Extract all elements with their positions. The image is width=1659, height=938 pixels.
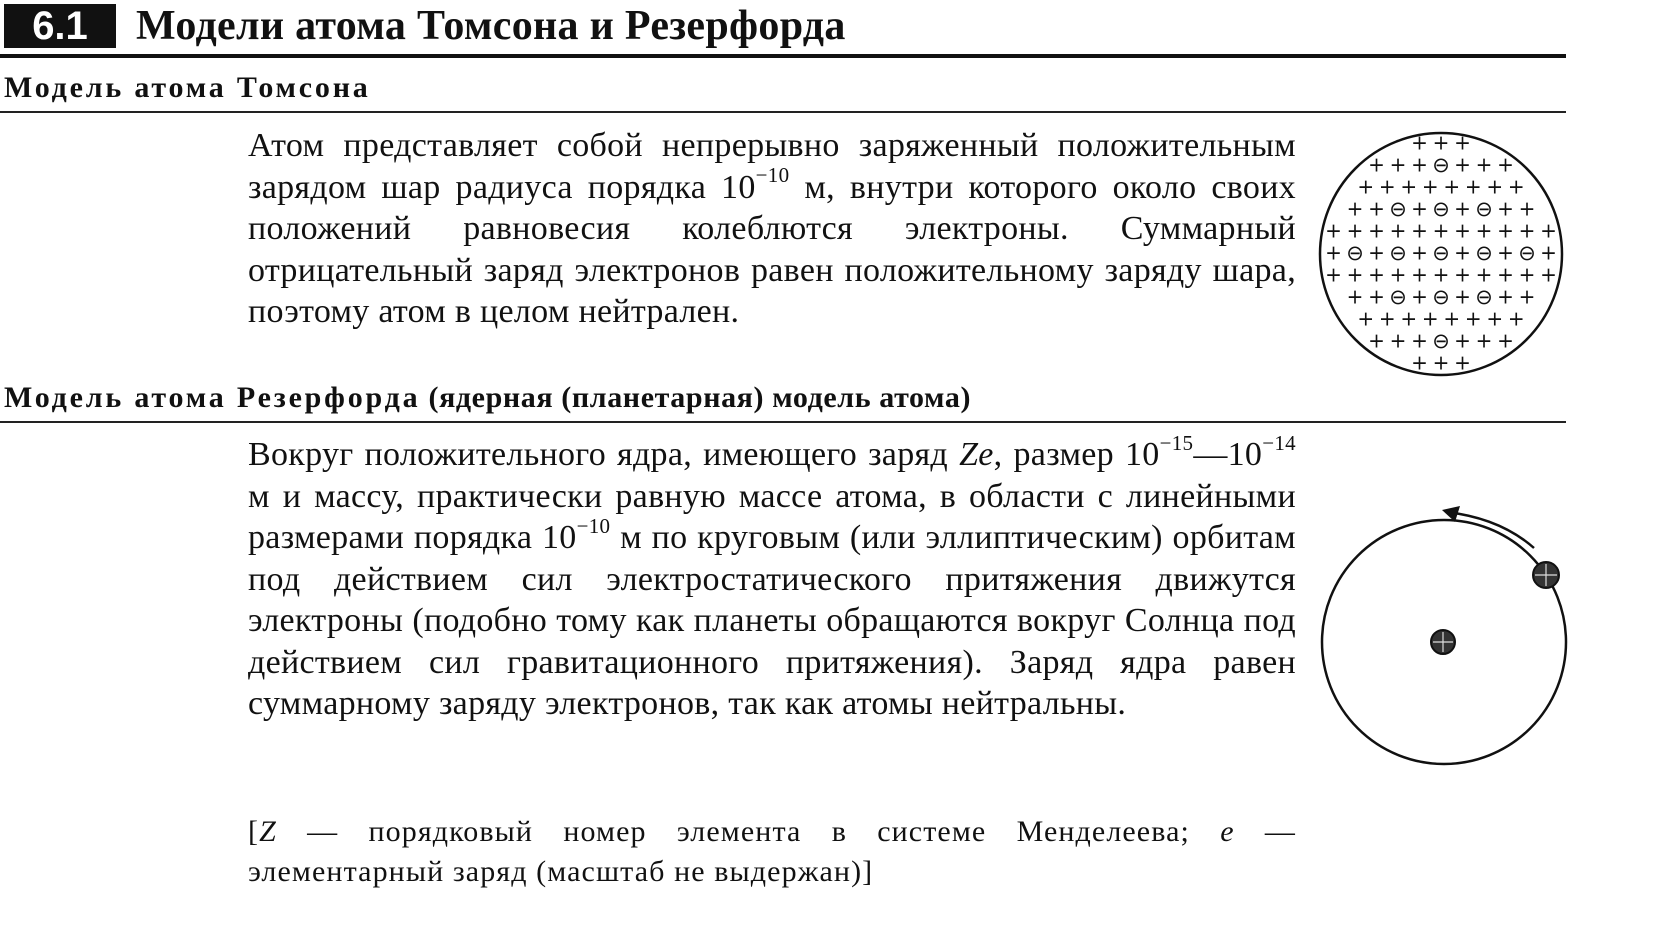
positive-charge: + xyxy=(1411,350,1428,375)
page-title: Модели атома Томсона и Резерфорда xyxy=(136,3,846,49)
positive-charge: + xyxy=(1475,328,1493,353)
positive-charge: + xyxy=(1357,174,1375,199)
positive-charge: + xyxy=(1432,218,1450,243)
nucleus xyxy=(1431,630,1455,654)
positive-charge: + xyxy=(1389,152,1407,177)
electron-symbol: ⊖ xyxy=(1432,285,1450,309)
positive-charge: + xyxy=(1454,350,1471,375)
electron-symbol: ⊖ xyxy=(1432,241,1450,265)
positive-charge: + xyxy=(1497,196,1514,221)
positive-charge: + xyxy=(1325,218,1342,243)
electron-symbol: ⊖ xyxy=(1389,285,1407,309)
electron-symbol: ⊖ xyxy=(1389,241,1407,265)
positive-charge: + xyxy=(1454,130,1471,155)
positive-charge: + xyxy=(1346,218,1364,243)
positive-charge: + xyxy=(1421,174,1439,199)
electron-symbol: ⊖ xyxy=(1475,285,1493,309)
exponent: −14 xyxy=(1262,430,1296,455)
rutherford-atom-figure xyxy=(1310,500,1572,775)
positive-charge: + xyxy=(1464,174,1482,199)
positive-charge: + xyxy=(1357,306,1375,331)
positive-charge: + xyxy=(1421,306,1439,331)
positive-charge: + xyxy=(1325,262,1342,287)
positive-charge: + xyxy=(1432,350,1450,375)
positive-charge: + xyxy=(1346,262,1364,287)
positive-charge: + xyxy=(1368,240,1385,265)
positive-charge: + xyxy=(1411,152,1428,177)
exponent: −15 xyxy=(1159,430,1194,455)
positive-charge: + xyxy=(1507,174,1525,199)
thomson-heading: Модель атома Томсона xyxy=(4,71,371,104)
rutherford-note: [Z — порядковый номер элемента в системе Менделеева; e — элементарный заряд (масштаб не выдержан)] xyxy=(248,815,1296,888)
positive-charge: + xyxy=(1497,240,1514,265)
positive-charge: + xyxy=(1411,130,1428,155)
positive-charge: + xyxy=(1411,262,1428,287)
positive-charge: + xyxy=(1497,262,1514,287)
rutherford-heading: Модель атома Резерфорда (ядерная (планетарная) модель атома) xyxy=(4,381,972,414)
rutherford-paragraph: Вокруг положительного ядра, имеющего заряд Ze, размер $10^{-15}—10^{-14}$ м и массу, практически равную массе атома, в области с линейными размерами порядка $10^{-10}$ м по круговым (или эллиптическим) орбитам под действием сил электростатического притяжения движутся электроны (подобно тому как планеты обращаются вокруг Солнца под действием сил гравитационного притяжения). Заряд ядра равен суммарному заряду электронов, так как атомы нейтральны. xyxy=(248,430,1296,722)
electron-symbol: ⊖ xyxy=(1432,153,1450,177)
section-number-badge: 6.1 xyxy=(4,4,116,48)
electron-symbol: ⊖ xyxy=(1475,197,1493,221)
positive-charge: + xyxy=(1400,306,1418,331)
positive-charge: + xyxy=(1540,218,1557,243)
positive-charge: + xyxy=(1464,306,1482,331)
thomson-paragraph: Атом представляет собой непрерывно заряженный положительным зарядом шар радиуса порядка $10^{-10}$ м, внутри которого около своих положений равновесия колеблются электроны. Суммарный отрицательный заряд электронов равен положительному заряду шара, поэтому атом в целом нейтрален. xyxy=(248,127,1296,330)
header-rule xyxy=(0,54,1566,58)
positive-charge: + xyxy=(1540,262,1557,287)
exponent: −10 xyxy=(576,513,611,538)
positive-charge: + xyxy=(1368,328,1385,353)
positive-charge: + xyxy=(1368,262,1385,287)
positive-charge: + xyxy=(1475,218,1493,243)
positive-charge: + xyxy=(1454,218,1471,243)
positive-charge: + xyxy=(1518,284,1536,309)
positive-charge: + xyxy=(1400,174,1418,199)
electron xyxy=(1533,562,1559,588)
electron-symbol: ⊖ xyxy=(1389,197,1407,221)
electron-symbol: ⊖ xyxy=(1475,241,1493,265)
positive-charge: + xyxy=(1518,262,1536,287)
positive-charge: + xyxy=(1389,262,1407,287)
positive-charge: + xyxy=(1432,262,1450,287)
positive-charge: + xyxy=(1368,152,1385,177)
positive-charge: + xyxy=(1443,306,1461,331)
positive-charge: + xyxy=(1411,196,1428,221)
positive-charge: + xyxy=(1389,328,1407,353)
positive-charge: + xyxy=(1378,174,1396,199)
positive-charge: + xyxy=(1443,174,1461,199)
positive-charge: + xyxy=(1389,218,1407,243)
positive-charge: + xyxy=(1346,196,1364,221)
positive-charge: + xyxy=(1411,218,1428,243)
positive-charge: + xyxy=(1368,218,1385,243)
positive-charge: + xyxy=(1454,328,1471,353)
positive-charge: + xyxy=(1454,196,1471,221)
electron-symbol: ⊖ xyxy=(1518,241,1536,265)
positive-charge: + xyxy=(1411,284,1428,309)
positive-charge: + xyxy=(1378,306,1396,331)
electron-symbol: ⊖ xyxy=(1432,197,1450,221)
charge-grid xyxy=(1325,131,1557,375)
electron-symbol: ⊖ xyxy=(1432,329,1450,353)
thomson-atom-figure xyxy=(1310,126,1568,380)
positive-charge: + xyxy=(1507,306,1525,331)
positive-charge: + xyxy=(1368,284,1385,309)
rutherford-heading-sub: (ядерная (планетарная) модель атома) xyxy=(420,381,972,414)
charge-ze: Ze xyxy=(959,436,994,473)
electron-symbol: ⊖ xyxy=(1346,241,1364,265)
positive-charge: + xyxy=(1518,218,1536,243)
thomson-rule xyxy=(0,111,1566,113)
positive-charge: + xyxy=(1454,240,1471,265)
positive-charge: + xyxy=(1346,284,1364,309)
positive-charge: + xyxy=(1497,152,1514,177)
positive-charge: + xyxy=(1454,262,1471,287)
positive-charge: + xyxy=(1486,174,1504,199)
positive-charge: + xyxy=(1486,306,1504,331)
positive-charge: + xyxy=(1411,240,1428,265)
positive-charge: + xyxy=(1497,218,1514,243)
positive-charge: + xyxy=(1368,196,1385,221)
positive-charge: + xyxy=(1454,284,1471,309)
positive-charge: + xyxy=(1475,152,1493,177)
positive-charge: + xyxy=(1475,262,1493,287)
exponent: −10 xyxy=(755,163,790,188)
positive-charge: + xyxy=(1497,328,1514,353)
positive-charge: + xyxy=(1432,130,1450,155)
positive-charge: + xyxy=(1411,328,1428,353)
positive-charge: + xyxy=(1540,240,1557,265)
positive-charge: + xyxy=(1518,196,1536,221)
rutherford-rule xyxy=(0,421,1566,423)
positive-charge: + xyxy=(1497,284,1514,309)
positive-charge: + xyxy=(1454,152,1471,177)
positive-charge: + xyxy=(1325,240,1342,265)
